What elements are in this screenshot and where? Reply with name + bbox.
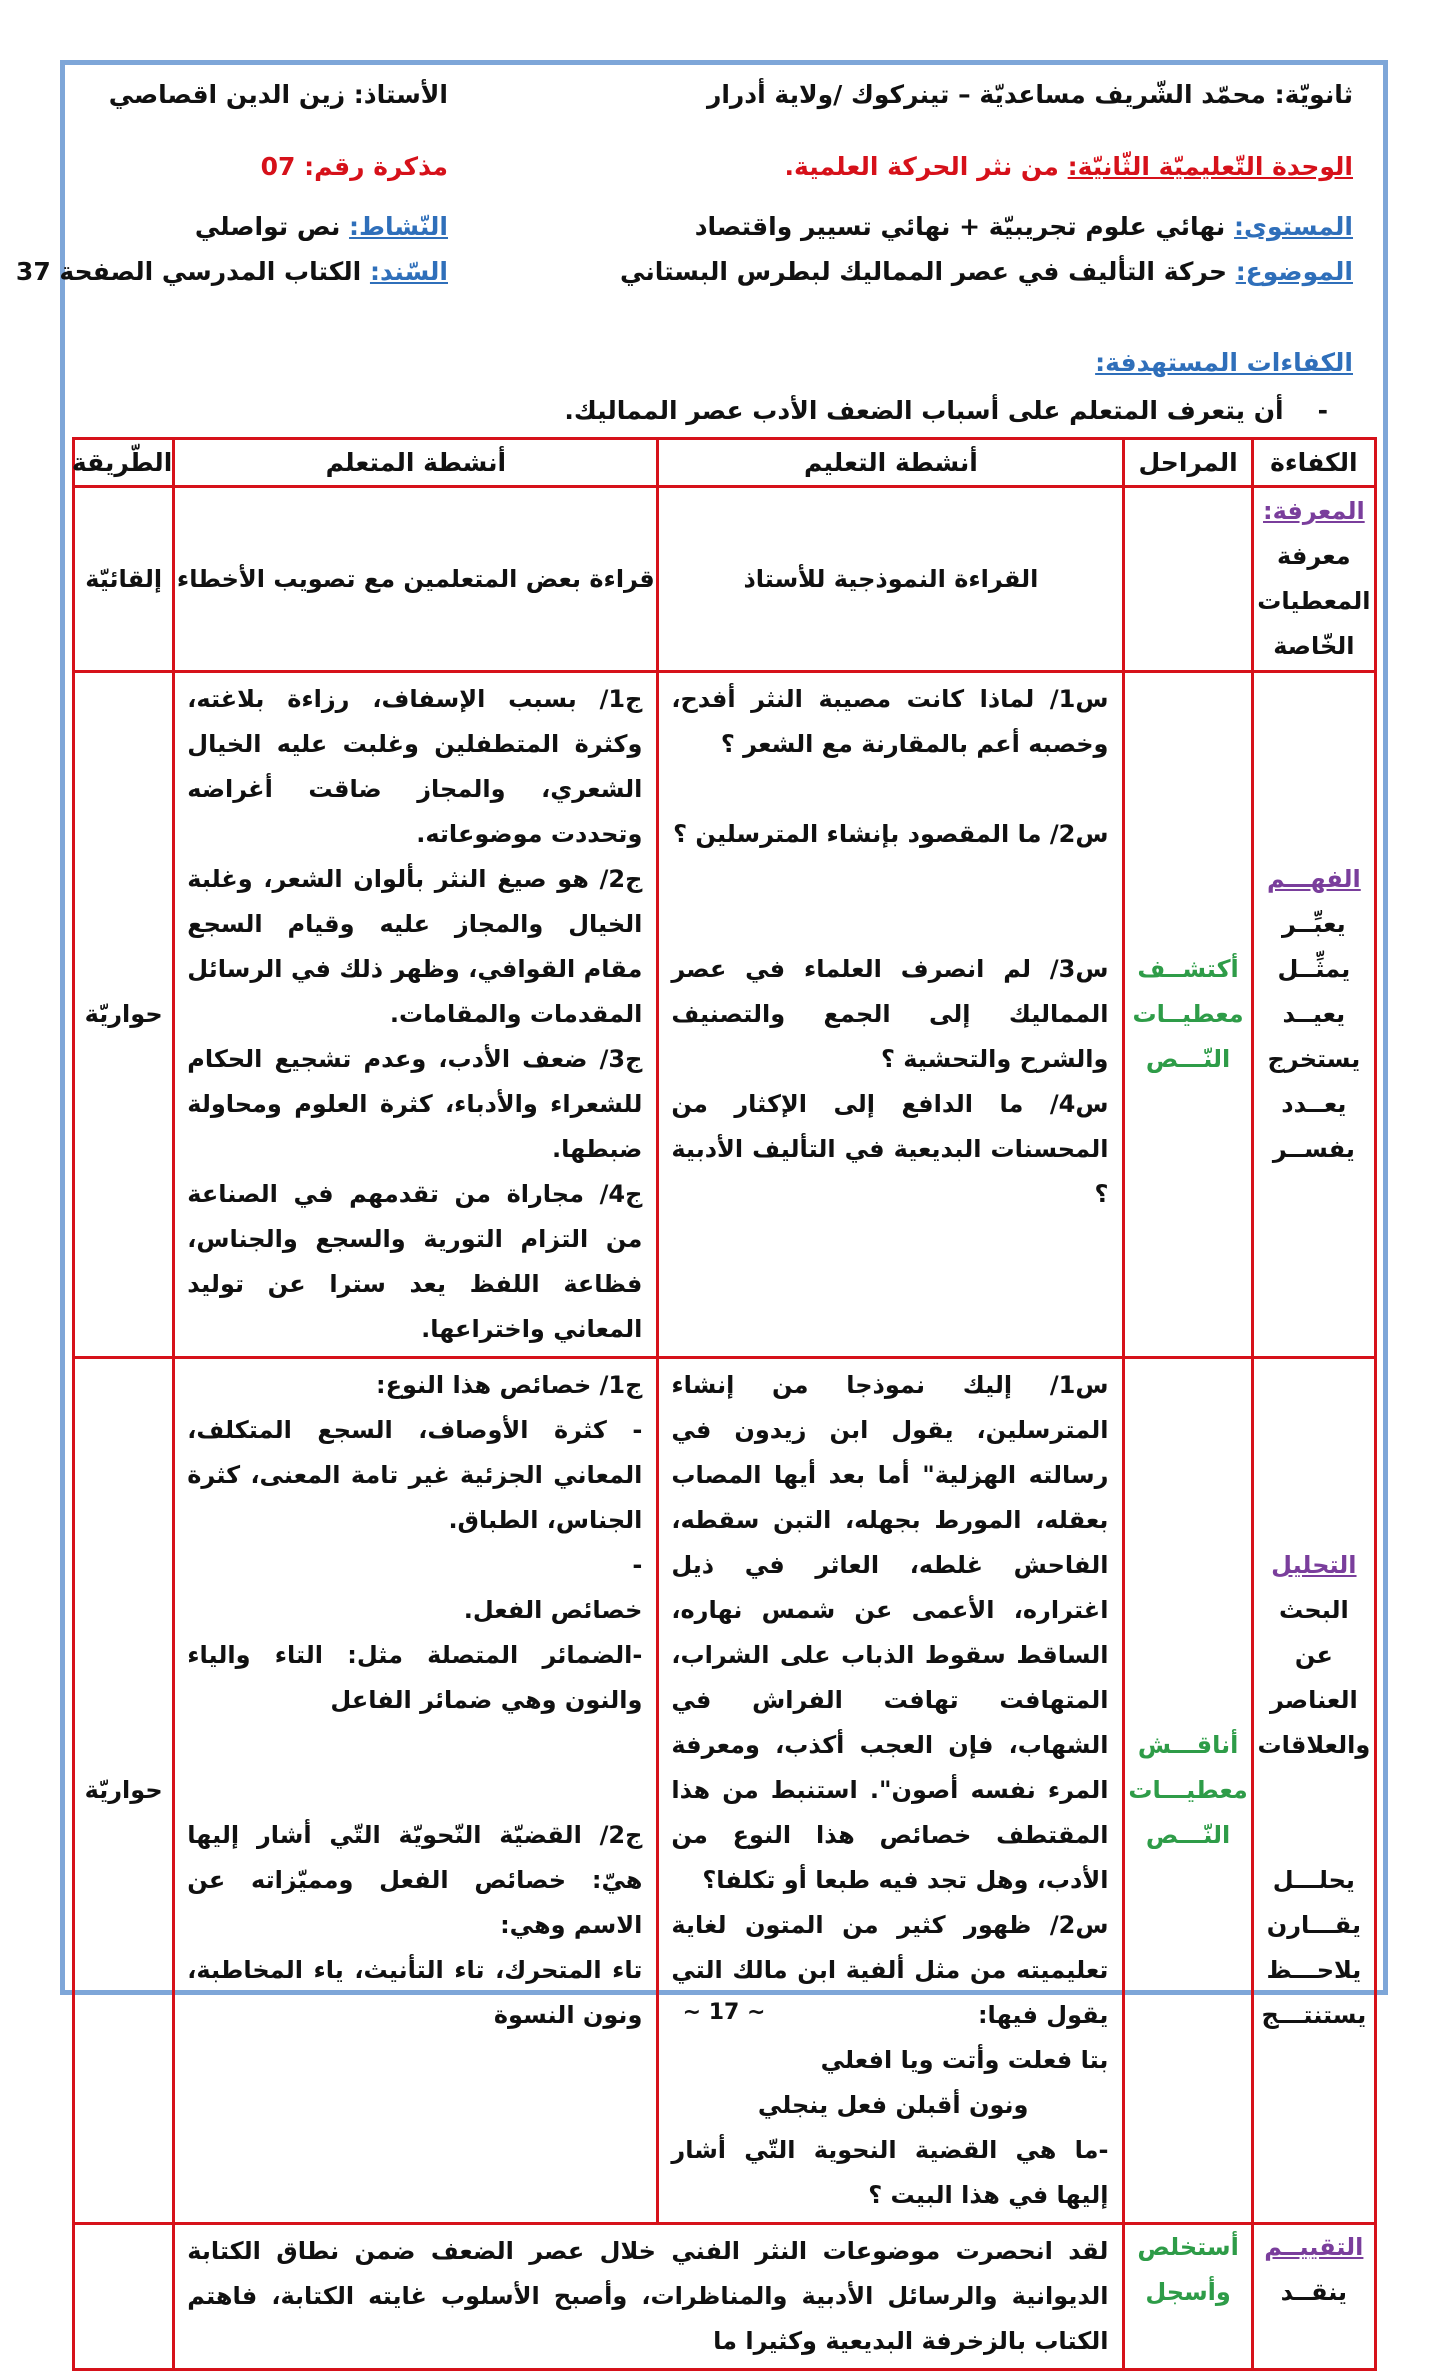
- comp-line: معرفة: [1277, 542, 1351, 570]
- comp-line: يعبِّــر: [1282, 910, 1346, 938]
- level-value: نهائي علوم تجريبيّة + نهائي تسيير واقتصاد: [694, 212, 1226, 241]
- cell-evaluation-text: [174, 2224, 1124, 2370]
- table-row-knowledge: [74, 487, 1376, 672]
- competency-item: [564, 396, 1328, 425]
- page-number: ~ 17 ~: [682, 2000, 766, 2025]
- cell-stage: [1124, 2224, 1252, 2370]
- stage-line: معطيـــات: [1128, 1776, 1248, 1804]
- cell-teaching: [658, 672, 1124, 1358]
- comp-line: ينقــد: [1280, 2278, 1348, 2306]
- comp-line: يستنتـــج: [1261, 2001, 1367, 2029]
- answer-1: ج1/ بسبب الإسفاف، رزاءة بلاغته، وكثرة المتطفلين وغلبت عليه الخيال الشعري، والمجاز ضاقت أغراضه وتحددت موضوعاته.: [187, 685, 643, 848]
- unit-line: [785, 152, 1353, 182]
- topic-value: حركة التأليف في عصر المماليك لبطرس البستاني: [620, 257, 1227, 286]
- competencies-title: الكفاءات المستهدفة:: [1095, 348, 1353, 377]
- unit-value: من نثر الحركة العلمية.: [784, 152, 1059, 181]
- cell-competency: [1252, 1358, 1375, 2224]
- question-3: س3/ لم انصرف العلماء في عصر المماليك إلى الجمع والتصنيف والشرح والتحشية ؟: [671, 955, 1109, 1073]
- answer-3: ج3/ ضعف الأدب، وعدم تشجيع الحكام للشعراء والأدباء، كثرة العلوم ومحاولة ضبطها.: [187, 1045, 643, 1163]
- memo-number: مذكرة رقم: 07: [260, 152, 448, 181]
- list-dash: -: [1317, 396, 1328, 425]
- stage-line: أستخلص: [1137, 2233, 1239, 2261]
- comp-line: يعيــد: [1282, 1000, 1346, 1028]
- cell-method: [74, 672, 174, 1358]
- comp-line: البحث: [1278, 1596, 1349, 1624]
- stage-line: أناقـــش: [1137, 1731, 1239, 1759]
- cell-learner: [174, 1358, 658, 2224]
- competency-text: أن يتعرف المتعلم على أسباب الضعف الأدب عصر المماليك.: [564, 396, 1284, 425]
- answer-1-item: -الضمائر المتصلة مثل: التاء والياء والنون وهي ضمائر الفاعل: [187, 1641, 643, 1714]
- level-line: [695, 212, 1353, 242]
- answer-2: ج2/ القضيّة النّحويّة التّي أشار إليها هيّ: خصائص الفعل ومميّزاته عن الاسم وهي:: [187, 1821, 643, 1939]
- stage-line: أكتشــف: [1137, 955, 1239, 983]
- comp-title-analysis: التحليل: [1271, 1551, 1357, 1579]
- level-label: المستوى:: [1234, 212, 1353, 241]
- comp-line: يحلـــل: [1272, 1866, 1355, 1894]
- stage-line: النّـــص: [1145, 1045, 1231, 1073]
- question-3: -ما هي القضية النحوية التّي أشار إليها في هذا البيت ؟: [671, 2136, 1109, 2209]
- answer-1-item: خصائص الفعل.: [463, 1596, 643, 1624]
- comp-title-evaluation: التقييــم: [1264, 2233, 1364, 2261]
- header-teaching: أنشطة التعليم: [658, 439, 1124, 487]
- teacher-line: [109, 80, 448, 110]
- topic-label: الموضوع:: [1235, 257, 1353, 286]
- cell-competency: [1252, 487, 1375, 672]
- activity-value: نص تواصلي: [194, 212, 341, 241]
- cell-stage: [1124, 1358, 1252, 2224]
- competencies-title-line: [1095, 348, 1353, 378]
- cell-stage: [1124, 672, 1252, 1358]
- answer-2-continued: تاء المتحرك، تاء التأنيث، ياء المخاطبة، ونون النسوة: [187, 1956, 643, 2029]
- teacher-name: الأستاذ: زين الدين اقصاصي: [108, 80, 448, 109]
- question-1: س1/ لماذا كانت مصيبة النثر أفدح، وخصبه أعم بالمقارنة مع الشعر ؟: [671, 685, 1109, 758]
- cell-teaching: [658, 1358, 1124, 2224]
- comp-line: يستخرج: [1267, 1045, 1361, 1073]
- verse-line-2: ونون أقبلن فعل ينجلي: [757, 2091, 1029, 2119]
- stage-line: معطيــات: [1132, 1000, 1244, 1028]
- table-row-analysis: [74, 1358, 1376, 2224]
- cell-competency: [1252, 672, 1375, 1358]
- cell-learner: [174, 487, 658, 672]
- comp-line: المعطيات: [1257, 587, 1371, 615]
- method-text: حواريّة: [84, 1000, 163, 1028]
- table-header-row: [74, 439, 1376, 487]
- cell-method: [74, 1358, 174, 2224]
- cell-learner: [174, 672, 658, 1358]
- header-stages: المراحل: [1124, 439, 1252, 487]
- school-name: ثانويّة: محمّد الشّريف مساعديّة – تينركوك /ولاية أدرار: [706, 80, 1353, 109]
- evaluation-text: لقد انحصرت موضوعات النثر الفني خلال عصر الضعف ضمن نطاق الكتابة الديوانية والرسائل الأدبية والمناظرات، وأصبح الأسلوب غايته الكتابة، فاهتم الكتاب بالزخرفة البديعية وكثيرا ما: [187, 2237, 1109, 2355]
- cell-competency: [1252, 2224, 1375, 2370]
- header-competency: الكفاءة: [1252, 439, 1375, 487]
- activity-line: [195, 212, 448, 242]
- comp-line: يلاحـــظ: [1266, 1956, 1362, 1984]
- question-2: س2/ ما المقصود بإنشاء المترسلين ؟: [673, 820, 1109, 848]
- activity-label: النّشاط:: [349, 212, 448, 241]
- comp-line: عن: [1294, 1641, 1333, 1669]
- table-row-comprehension: [74, 672, 1376, 1358]
- answer-2: ج2/ هو صيغ النثر بألوان الشعر، وغلبة الخيال والمجاز عليه وقيام السجع مقام القوافي، وظهر ذلك في الرسائل المقدمات والمقامات.: [187, 865, 643, 1028]
- stage-line: النّـــص: [1145, 1821, 1231, 1849]
- answer-1-item: - كثرة الأوصاف، السجع المتكلف، المعاني الجزئية غير تامة المعنى، كثرة الجناس، الطباق.: [187, 1416, 643, 1534]
- teaching-text: القراءة النموذجية للأستاذ: [743, 564, 1039, 593]
- comp-line: يعــدد: [1281, 1090, 1347, 1118]
- comp-line: يمثِّــل: [1277, 955, 1351, 983]
- comp-line: الخّاصة: [1273, 632, 1355, 660]
- cell-stage: [1124, 487, 1252, 672]
- source-label: السّند:: [369, 257, 448, 286]
- source-line: [16, 257, 448, 287]
- method-text: إلقائيّة: [85, 564, 163, 593]
- comp-title-knowledge: المعرفة:: [1263, 497, 1365, 525]
- header-method: الطّريقة: [74, 439, 174, 487]
- comp-title-comprehension: الفهـــم: [1266, 865, 1361, 893]
- answer-4: ج4/ مجاراة من تقدمهم في الصناعة من التزام التورية والسجع والجناس، فظاعة اللفظ يعد سترا عن توليد المعاني واختراعها.: [187, 1180, 643, 1343]
- question-1: س1/ إليك نموذجا من إنشاء المترسلين، يقول ابن زيدون في رسالته الهزلية" أما بعد أيها المصاب بعقله، المورط بجهله، التبن سقطه، الفاحش غلطه، العاثر في ذيل اغتراره، الأعمى عن شمس نهاره، الساقط سقوط الذباب على الشراب، المتهافت تهافت الفراش في الشهاب، فإن العجب أكذب، ومعرفة المرء نفسه أصون". استنبط من هذا المقتطف خصائص هذا النوع من الأدب، وهل تجد فيه طبعا أو تكلفا؟: [671, 1371, 1109, 1894]
- stage-line: وأسجل: [1145, 2278, 1231, 2306]
- lesson-table: [72, 437, 1377, 2371]
- school-line: [707, 80, 1353, 110]
- question-2: س2/ ظهور كثير من المتون لغاية تعليميته من مثل ألفية ابن مالك التي يقول فيها:: [671, 1911, 1109, 2029]
- comp-line: يفســر: [1272, 1135, 1355, 1163]
- question-4: س4/ ما الدافع إلى الإكثار من المحسنات البديعية في التأليف الأدبية ؟: [671, 1090, 1109, 1208]
- memo-line: [261, 152, 448, 182]
- unit-label: الوحدة التّعليميّة الثّانيّة:: [1067, 152, 1353, 181]
- learner-text: قراءة بعض المتعلمين مع تصويب الأخطاء: [176, 564, 655, 593]
- comp-line: يقـــارن: [1266, 1911, 1361, 1939]
- answer-1-dash: -: [632, 1551, 643, 1579]
- header-learner: أنشطة المتعلم: [174, 439, 658, 487]
- source-value: الكتاب المدرسي الصفحة 37: [15, 257, 362, 286]
- answer-1-title: ج1/ خصائص هذا النوع:: [376, 1371, 643, 1399]
- topic-line: [620, 257, 1353, 287]
- cell-method: [74, 2224, 174, 2370]
- method-text: حواريّة: [84, 1776, 163, 1804]
- table-row-evaluation: [74, 2224, 1376, 2370]
- cell-teaching: [658, 487, 1124, 672]
- comp-line: العناصر: [1270, 1686, 1358, 1714]
- verse-line-1: بتا فعلت وأتت ويا افعلي: [820, 2046, 1109, 2074]
- comp-line: والعلاقات: [1257, 1731, 1371, 1759]
- cell-method: [74, 487, 174, 672]
